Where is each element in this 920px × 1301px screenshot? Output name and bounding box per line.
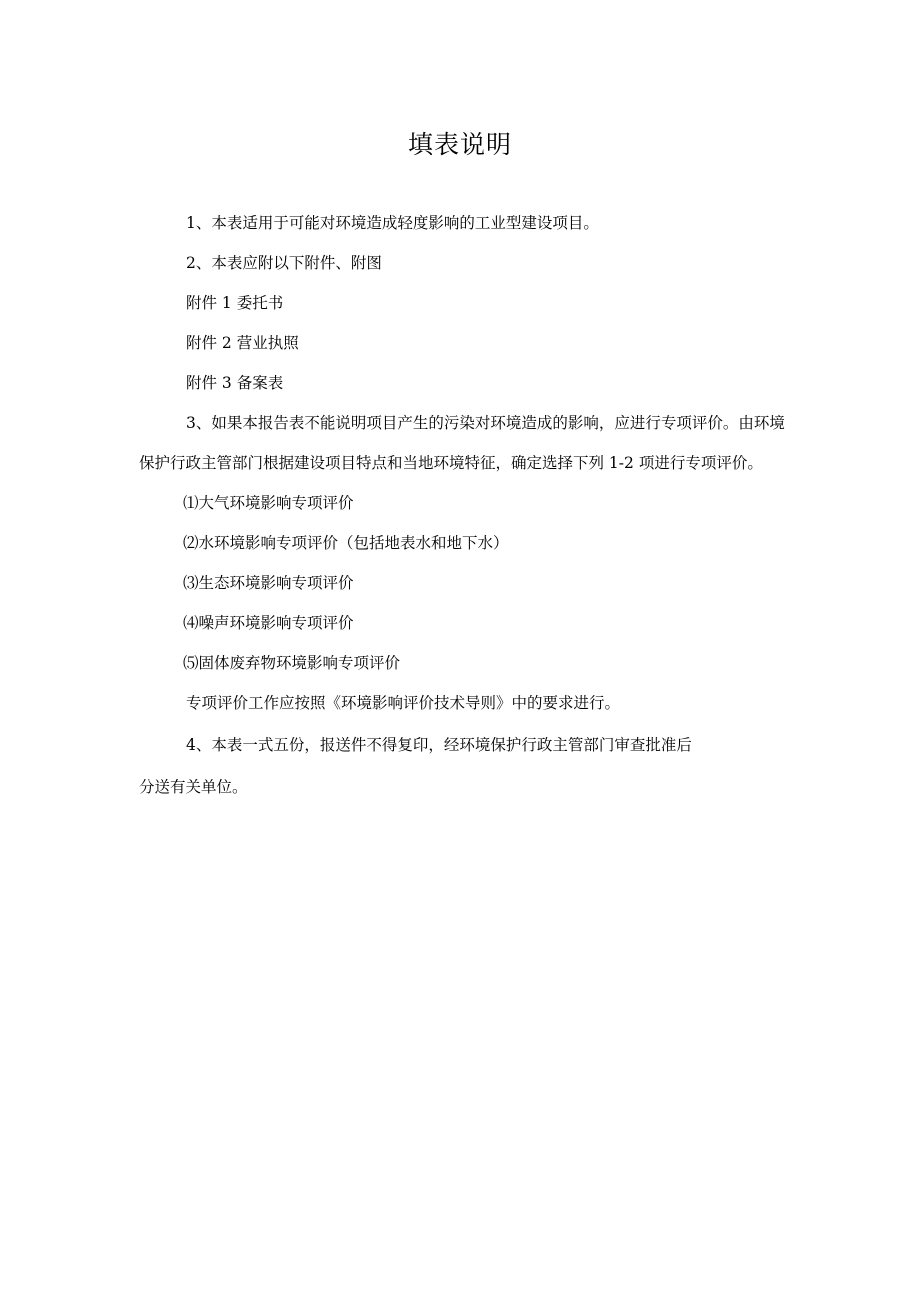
instruction-3-special-evaluation: 3、如果本报告表不能说明项目产生的污染对环境造成的影响，应进行专项评价。由环境 [186, 414, 785, 432]
instruction-1-applicability: 1、本表适用于可能对环境造成轻度影响的工业型建设项目。 [186, 214, 599, 232]
attachment-2: 附件 2 营业执照 [186, 334, 299, 352]
attachment-3: 附件 3 备案表 [186, 374, 284, 392]
instruction-4-copies: 4、本表一式五份，报送件不得复印，经环境保护行政主管部门审查批准后 [186, 736, 692, 754]
instruction-2-attachments: 2、本表应附以下附件、附图 [186, 254, 382, 272]
instruction-3-continuation: 保护行政主管部门根据建设项目特点和当地环境特征，确定选择下列 1-2 项进行专项评价。 [139, 454, 763, 472]
evaluation-item-air: ⑴大气环境影响专项评价 [183, 494, 354, 512]
evaluation-guideline-note: 专项评价工作应按照《环境影响评价技术导则》中的要求进行。 [186, 694, 621, 712]
document-title: 填表说明 [407, 130, 512, 159]
instruction-4-continuation: 分送有关单位。 [139, 778, 248, 796]
evaluation-item-noise: ⑷噪声环境影响专项评价 [183, 614, 354, 632]
attachment-1: 附件 1 委托书 [186, 294, 284, 312]
evaluation-item-ecology: ⑶生态环境影响专项评价 [183, 574, 354, 592]
evaluation-item-solid-waste: ⑸固体废弃物环境影响专项评价 [183, 654, 401, 672]
evaluation-item-water: ⑵水环境影响专项评价（包括地表水和地下水） [183, 534, 509, 552]
